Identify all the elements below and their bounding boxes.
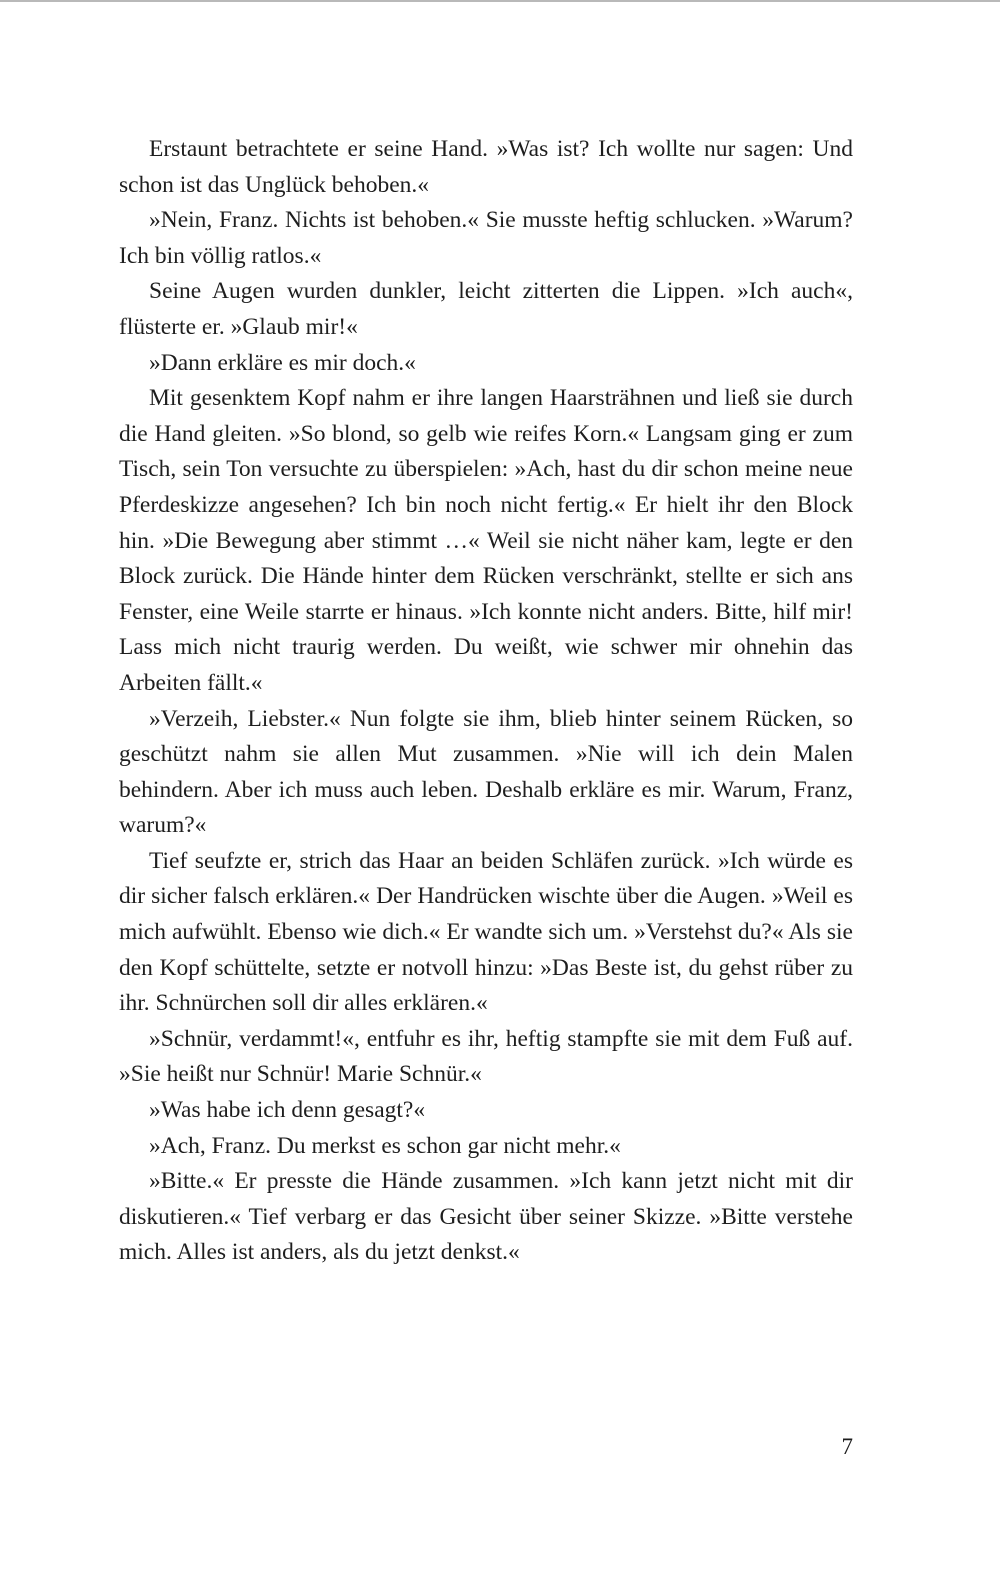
paragraph: »Nein, Franz. Nichts ist behoben.« Sie musste heftig schlucken. »Warum? Ich bin völlig ratlos.« — [119, 207, 853, 269]
paragraph: »Bitte.« Er presste die Hände zusammen. »Ich kann jetzt nicht mit dir diskutieren.« Tief verbarg er das Gesicht über seiner Skizze. »Bitte verstehe mich. Alles ist anders, als du jetzt denkst.« — [119, 1168, 853, 1266]
page-number: 7 — [841, 1434, 853, 1459]
paragraph: »Ach, Franz. Du merkst es schon gar nicht mehr.« — [149, 1132, 621, 1159]
paragraph: »Verzeih, Liebster.« Nun folgte sie ihm, blieb hinter seinem Rücken, so geschützt nahm sie allen Mut zusammen. »Nie will ich dein Malen behindern. Aber ich muss auch leben. Deshalb erkläre es mir. Warum, Franz, warum?« — [119, 705, 853, 839]
paragraph: »Was habe ich denn gesagt?« — [149, 1097, 426, 1124]
paragraph: Seine Augen wurden dunkler, leicht zitterten die Lippen. »Ich auch«, flüsterte er. »Glaub mir!« — [119, 278, 853, 340]
top-border-rule — [0, 0, 1000, 2]
paragraph: Erstaunt betrachtete er seine Hand. »Was ist? Ich wollte nur sagen: Und schon ist das Unglück behoben.« — [119, 136, 853, 198]
paragraph: Tief seufzte er, strich das Haar an beiden Schläfen zurück. »Ich würde es dir sicher falsch erklären.« Der Handrücken wischte über die Augen. »Weil es mich aufwühlt. Ebenso wie dich.« Er wandte sich um. »Verstehst du?« Als sie den Kopf schüttelte, setzte er notvoll hinzu: »Das Beste ist, du gehst rüber zu ihr. Schnürchen soll dir alles erklären.« — [119, 847, 853, 1017]
book-page-text — [119, 132, 853, 1271]
paragraph: »Dann erkläre es mir doch.« — [149, 349, 416, 376]
paragraph: Mit gesenktem Kopf nahm er ihre langen Haarsträhnen und ließ sie durch die Hand gleiten. »So blond, so gelb wie reifes Korn.« Langsam ging er zum Tisch, sein Ton versuchte zu überspielen: »Ach, hast du dir schon meine neue Pferdeskizze angesehen? Ich bin noch nicht fertig.« Er hielt ihr den Block hin. »Die Bewegung aber stimmt …« Weil sie nicht näher kam, legte er den Block zurück. Die Hände hinter dem Rücken verschränkt, stellte er sich ans Fenster, eine Weile starrte er hinaus. »Ich konnte nicht anders. Bitte, hilf mir! Lass mich nicht traurig werden. Du weißt, wie schwer mir ohnehin das Arbeiten fällt.« — [119, 385, 853, 696]
paragraph: »Schnür, verdammt!«, entfuhr es ihr, heftig stampfte sie mit dem Fuß auf. »Sie heißt nur Schnür! Marie Schnür.« — [119, 1025, 853, 1088]
